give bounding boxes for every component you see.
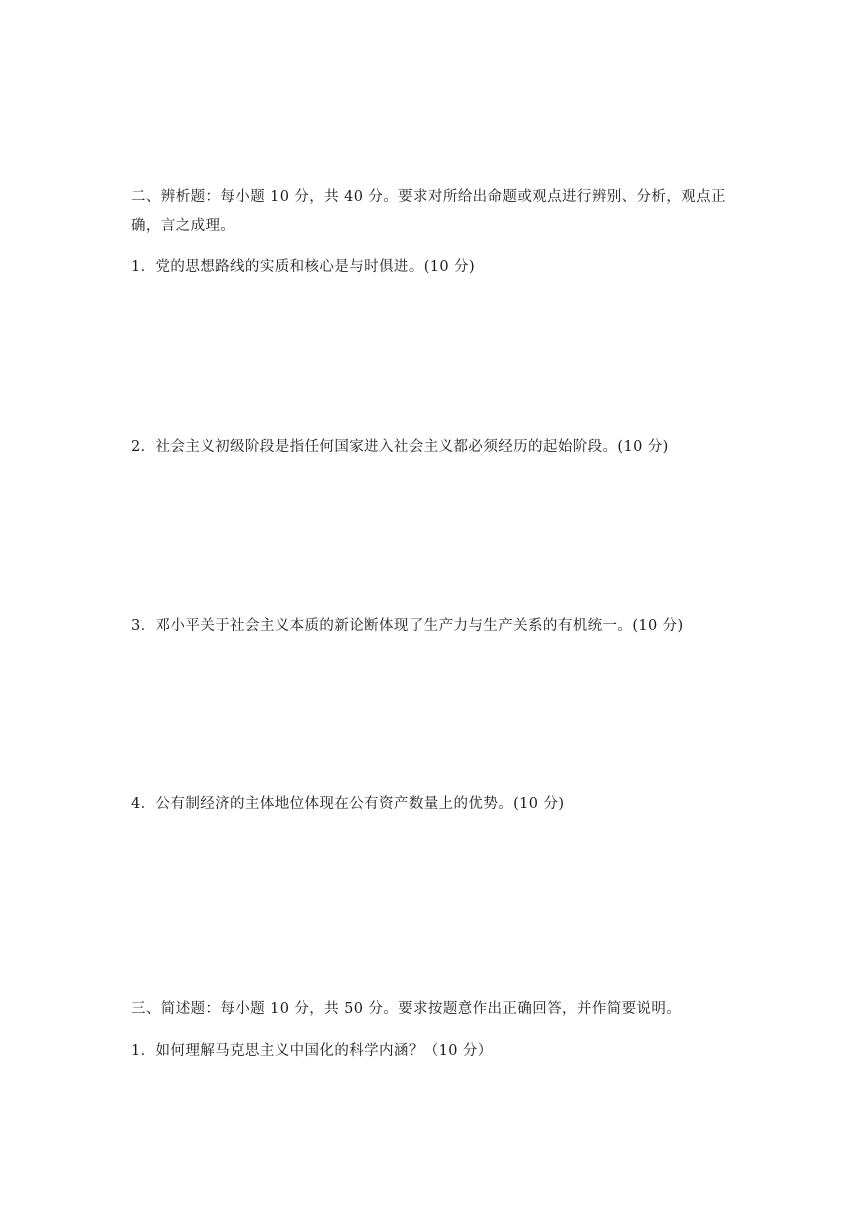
section3-question-1: 1．如何理解马克思主义中国化的科学内涵？（10 分） [131, 1043, 493, 1059]
section2-question-4: 4．公有制经济的主体地位体现在公有资产数量上的优势。(10 分) [131, 796, 565, 812]
section2-question-1: 1．党的思想路线的实质和核心是与时俱进。(10 分) [131, 259, 475, 275]
section2-header-line1: 二、辨析题：每小题 10 分，共 40 分。要求对所给出命题或观点进行辨别、分析，观点正 [131, 189, 726, 205]
section2-question-2: 2．社会主义初级阶段是指任何国家进入社会主义都必须经历的起始阶段。(10 分) [131, 439, 669, 455]
section3-header: 三、简述题：每小题 10 分，共 50 分。要求按题意作出正确回答，并作简要说明。 [131, 1001, 682, 1017]
section2-question-3: 3．邓小平关于社会主义本质的新论断体现了生产力与生产关系的有机统一。(10 分) [131, 618, 684, 634]
section2-header-line2: 确，言之成理。 [131, 218, 236, 234]
